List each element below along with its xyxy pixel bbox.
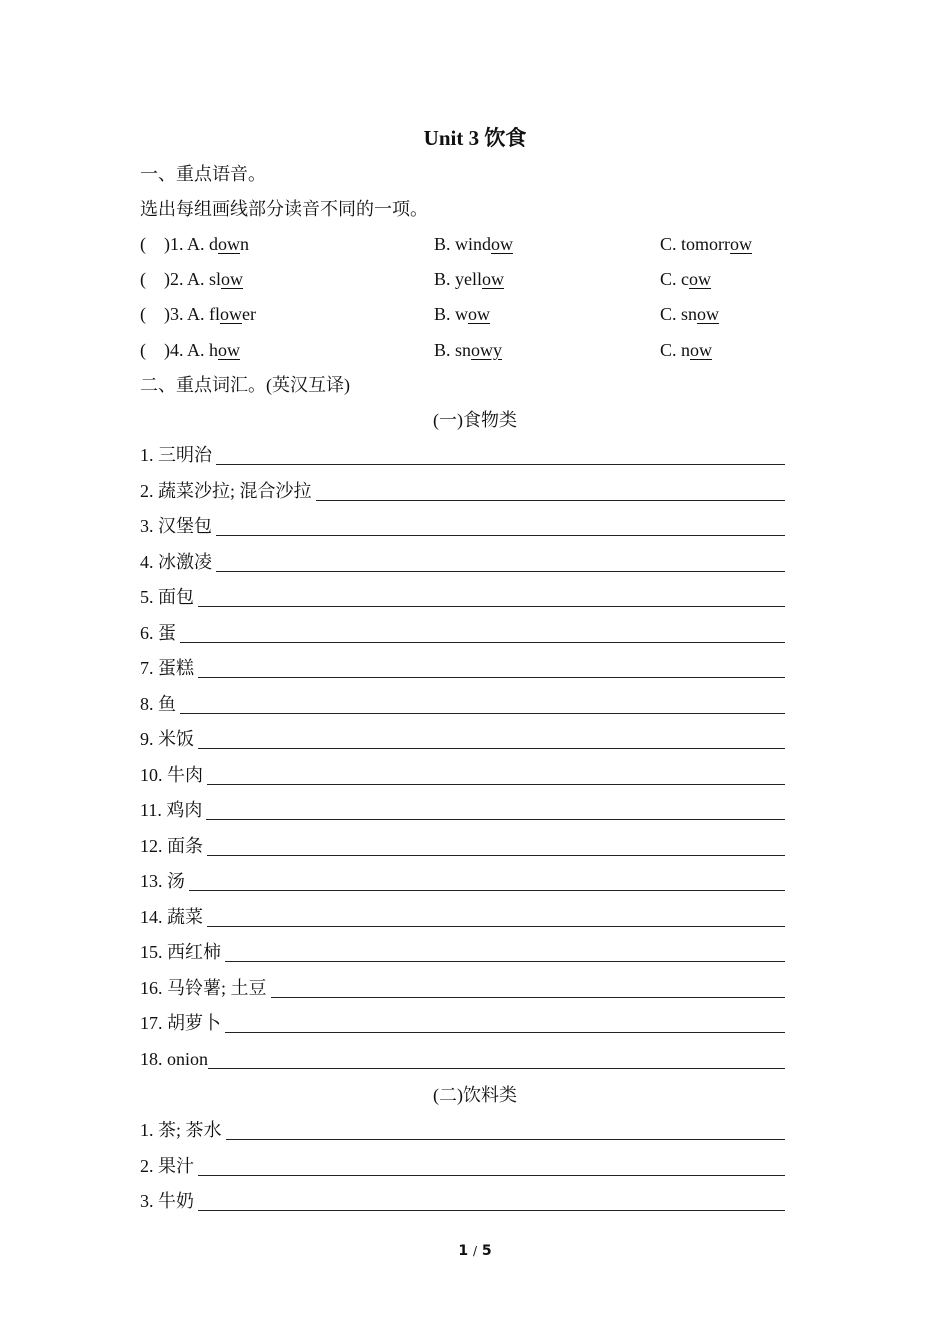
vocab-row: 5. 面包 bbox=[140, 585, 785, 609]
option-a: ( )2. A. slow bbox=[140, 269, 244, 289]
food-heading: (一)食物类 bbox=[433, 410, 517, 430]
option-b: B. window bbox=[434, 234, 514, 254]
answer-blank[interactable] bbox=[225, 941, 785, 962]
vocab-row: 18. onion bbox=[140, 1047, 785, 1071]
vocab-row: 1. 茶; 茶水 bbox=[140, 1118, 785, 1142]
answer-blank[interactable] bbox=[198, 1190, 785, 1211]
vocab-row: 2. 果汁 bbox=[140, 1154, 785, 1178]
option-a: ( )4. A. how bbox=[140, 340, 240, 360]
page-title: Unit 3 饮食 bbox=[423, 126, 527, 150]
question-row bbox=[140, 232, 790, 256]
answer-blank[interactable] bbox=[206, 799, 785, 820]
answer-blank[interactable] bbox=[226, 1119, 785, 1140]
vocab-row: 9. 米饭 bbox=[140, 727, 785, 751]
option-a: ( )1. A. down bbox=[140, 234, 249, 254]
vocab-row: 16. 马铃薯; 土豆 bbox=[140, 976, 785, 1000]
option-c: C. snow bbox=[660, 304, 720, 324]
option-b: B. snowy bbox=[434, 340, 503, 360]
option-c: C. cow bbox=[660, 269, 711, 289]
answer-blank[interactable] bbox=[225, 1012, 785, 1033]
section1-instruction: 选出每组画线部分读音不同的一项。 bbox=[140, 199, 428, 219]
section2-heading: 二、重点词汇。(英汉互译) bbox=[140, 375, 350, 395]
vocab-row: 2. 蔬菜沙拉; 混合沙拉 bbox=[140, 479, 785, 503]
vocab-row: 6. 蛋 bbox=[140, 621, 785, 645]
answer-blank[interactable] bbox=[207, 835, 785, 856]
vocab-row: 11. 鸡肉 bbox=[140, 798, 785, 822]
vocab-row: 17. 胡萝卜 bbox=[140, 1011, 785, 1035]
answer-blank[interactable] bbox=[207, 764, 785, 785]
option-a: ( )3. A. flower bbox=[140, 304, 256, 324]
vocab-row: 14. 蔬菜 bbox=[140, 905, 785, 929]
vocab-row: 3. 汉堡包 bbox=[140, 514, 785, 538]
section1-heading: 一、重点语音。 bbox=[140, 164, 266, 184]
vocab-row: 3. 牛奶 bbox=[140, 1189, 785, 1213]
vocab-row: 7. 蛋糕 bbox=[140, 656, 785, 680]
vocab-row: 10. 牛肉 bbox=[140, 763, 785, 787]
option-b: B. yellow bbox=[434, 269, 504, 289]
option-c: C. now bbox=[660, 340, 713, 360]
answer-blank[interactable] bbox=[216, 551, 785, 572]
question-row bbox=[140, 302, 790, 326]
answer-blank[interactable] bbox=[180, 693, 785, 714]
question-row bbox=[140, 267, 790, 291]
answer-blank[interactable] bbox=[180, 622, 785, 643]
answer-blank[interactable] bbox=[189, 870, 785, 891]
drink-heading: (二)饮料类 bbox=[433, 1085, 517, 1105]
answer-blank[interactable] bbox=[198, 728, 785, 749]
vocab-row: 12. 面条 bbox=[140, 834, 785, 858]
answer-blank[interactable] bbox=[198, 1155, 785, 1176]
answer-blank[interactable] bbox=[316, 480, 785, 501]
answer-blank[interactable] bbox=[207, 906, 785, 927]
vocab-row: 4. 冰激凌 bbox=[140, 550, 785, 574]
answer-blank[interactable] bbox=[271, 977, 785, 998]
answer-blank[interactable] bbox=[198, 657, 785, 678]
page-number: 1 / 5 bbox=[458, 1243, 492, 1259]
option-b: B. wow bbox=[434, 304, 491, 324]
vocab-row: 8. 鱼 bbox=[140, 692, 785, 716]
vocab-row: 13. 汤 bbox=[140, 869, 785, 893]
answer-blank[interactable] bbox=[216, 444, 785, 465]
answer-blank[interactable] bbox=[198, 586, 785, 607]
vocab-row: 15. 西红柿 bbox=[140, 940, 785, 964]
vocab-row: 1. 三明治 bbox=[140, 443, 785, 467]
question-row bbox=[140, 338, 790, 362]
answer-blank[interactable] bbox=[208, 1048, 785, 1069]
answer-blank[interactable] bbox=[216, 515, 785, 536]
option-c: C. tomorrow bbox=[660, 234, 752, 254]
